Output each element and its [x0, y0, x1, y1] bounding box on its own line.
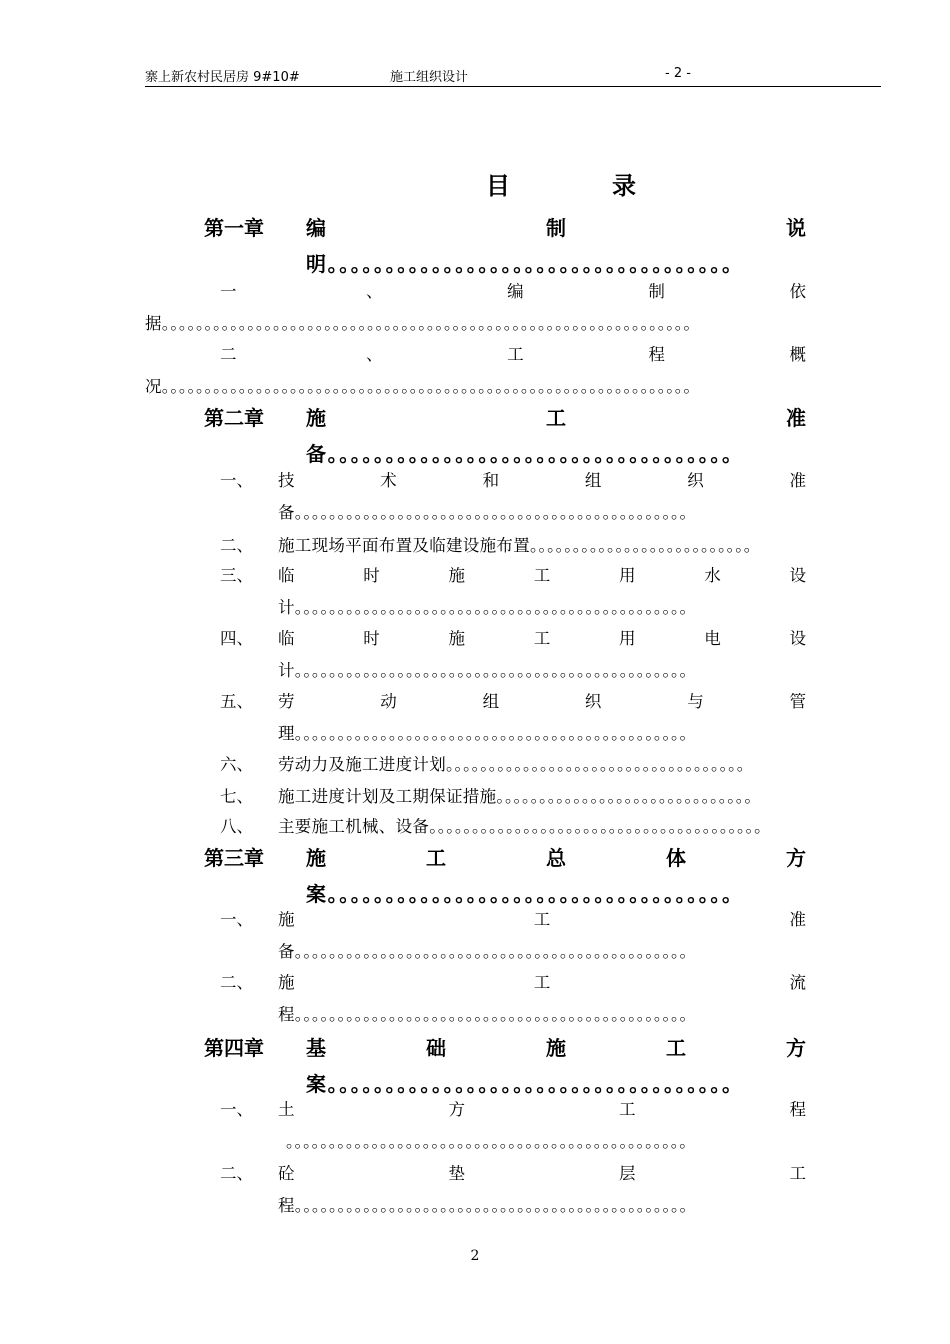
toc-entry-continuation: 案。。。。。。。。。。。。。。。。。。。。。。。。。。。。。。。。。。。 [306, 1072, 744, 1096]
toc-entry-title-char: 土 [278, 1100, 295, 1119]
toc-entry-title-char: 施 [306, 846, 326, 870]
toc-entry-title-char: 、 [366, 282, 383, 301]
toc-entry-title-line [278, 625, 806, 649]
toc-entry-title-char: 工 [666, 1036, 686, 1060]
toc-entry-title: 主要施工机械、设备。。。。。。。。。。。。。。。。。。。。。。。。。。。。。。。。。。。。。。。 [278, 817, 771, 836]
toc-entry-number: 第四章 [204, 1036, 264, 1060]
toc-entry-title-char: 与 [687, 692, 704, 711]
toc-entry-title-line [278, 562, 806, 586]
toc-entry-number: 一、 [220, 471, 253, 490]
page-header [145, 64, 881, 87]
toc-entry-title-char: 用 [619, 629, 636, 648]
toc-entry-title-char: 施 [278, 910, 295, 929]
toc-entry-title-char: 垫 [448, 1164, 465, 1183]
toc-entry-title-char: 施 [306, 406, 326, 430]
toc-entry-title-line [306, 1032, 806, 1061]
toc-entry-title-char: 织 [687, 471, 704, 490]
toc-entry-title-char: 础 [426, 1036, 446, 1060]
toc-entry-number: 第二章 [204, 406, 264, 430]
toc-entry-title-char: 工 [507, 345, 524, 364]
toc-entry-title-char: 术 [380, 471, 397, 490]
toc-entry-number: 三、 [220, 566, 253, 585]
toc-section-entry [0, 969, 950, 1024]
toc-chapter-entry [0, 842, 950, 906]
toc-section-entry [0, 341, 950, 396]
toc-title-char: 目 [486, 171, 510, 200]
toc-entry-number: 一、 [220, 1100, 253, 1119]
toc-entry-title-char: 组 [482, 692, 500, 711]
toc-entry-title-char: 技 [278, 471, 295, 490]
toc-entry-title-char: 施 [546, 1036, 566, 1060]
toc-entry-title-line [366, 341, 806, 365]
toc-entry-title-char: 工 [533, 629, 551, 648]
toc-entry-title-char: 依 [789, 282, 806, 301]
toc-entry-title: 劳动力及施工进度计划。。。。。。。。。。。。。。。。。。。。。。。。。。。。。。。。。。。 [278, 755, 754, 774]
toc-entry-title-char: 概 [789, 345, 806, 364]
toc-entry-title-char: 制 [648, 282, 665, 301]
toc-entry-title-line [366, 278, 806, 302]
toc-entry-title: 施工现场平面布置及临建设施布置。。。。。。。。。。。。。。。。。。。。。。。。。。 [278, 536, 761, 555]
toc-entry-title-char: 动 [380, 692, 397, 711]
toc-entry-title-char: 电 [704, 629, 721, 648]
toc-entry-number: 二、 [220, 973, 253, 992]
toc-entry-title-char: 组 [584, 471, 602, 490]
toc-entry-continuation: 理。。。。。。。。。。。。。。。。。。。。。。。。。。。。。。。。。。。。。。。。。。。。。。 [278, 724, 697, 743]
toc-entry-title-char: 方 [448, 1100, 465, 1119]
toc-section-entry [0, 688, 950, 743]
toc-section-entry [0, 278, 950, 333]
toc-entry-title-char: 体 [666, 846, 686, 870]
toc-entry-title-line [306, 842, 806, 871]
toc-entry-continuation: 备。。。。。。。。。。。。。。。。。。。。。。。。。。。。。。。。。。。。。。。。。。。。。。 [278, 503, 697, 522]
toc-entry-title-char: 总 [546, 846, 566, 870]
toc-section-entry [0, 532, 950, 566]
toc-section-entry [0, 751, 950, 785]
toc-section-entry [0, 783, 950, 817]
toc-entry-title-char: 准 [786, 406, 806, 430]
toc-entry-title-line [278, 906, 806, 930]
toc-entry-title-char: 临 [278, 629, 295, 648]
toc-entry-title-char: 设 [789, 566, 806, 585]
toc-entry-title-char: 准 [789, 910, 806, 929]
toc-entry-title-char: 制 [546, 216, 566, 240]
toc-entry-continuation: 。。。。。。。。。。。。。。。。。。。。。。。。。。。。。。。。。。。。。。。。。。。。。。。 [286, 1132, 697, 1151]
page-footer-number: 2 [470, 1248, 480, 1264]
toc-section-entry [0, 1096, 950, 1151]
toc-entry-title-char: 临 [278, 566, 295, 585]
toc-section-entry [0, 467, 950, 522]
toc-entry-title-char: 施 [278, 973, 295, 992]
toc-entry-title-char: 准 [789, 471, 806, 490]
toc-entry-title-char: 砼 [278, 1164, 295, 1183]
toc-entry-title-line [278, 1096, 806, 1120]
toc-entry-title-char: 工 [533, 566, 551, 585]
toc-entry-title-line [306, 212, 806, 241]
toc-entry-title-line [306, 402, 806, 431]
toc-entry-title-char: 设 [789, 629, 806, 648]
header-project-name: 寨上新农村民居房 9#10# [145, 70, 300, 85]
toc-chapter-entry [0, 402, 950, 466]
toc-section-entry [0, 562, 950, 617]
toc-entry-title-char: 用 [619, 566, 636, 585]
toc-entry-title-char: 流 [789, 973, 806, 992]
toc-entry-title-char: 工 [546, 406, 566, 430]
toc-entry-number: 二 [220, 345, 237, 364]
toc-entry-title-char: 工 [426, 846, 446, 870]
toc-entry-continuation: 况。。。。。。。。。。。。。。。。。。。。。。。。。。。。。。。。。。。。。。。。。。。。。。。。。。。。。。。。。。。。。。 [145, 377, 701, 396]
toc-section-entry [0, 1160, 950, 1215]
toc-entry-number: 五、 [220, 692, 253, 711]
toc-entry-title-char: 和 [482, 471, 500, 490]
toc-entry-title-char: 程 [648, 345, 665, 364]
toc-entry-number: 一、 [220, 910, 253, 929]
toc-entry-title-char: 时 [363, 629, 380, 648]
toc-entry-title-char: 水 [704, 566, 721, 585]
toc-entry-title-char: 方 [786, 1036, 806, 1060]
toc-entry-title-char: 管 [789, 692, 806, 711]
toc-entry-continuation: 程。。。。。。。。。。。。。。。。。。。。。。。。。。。。。。。。。。。。。。。。。。。。。。 [278, 1196, 697, 1215]
toc-entry-continuation: 据。。。。。。。。。。。。。。。。。。。。。。。。。。。。。。。。。。。。。。。。。。。。。。。。。。。。。。。。。。。。。。 [145, 314, 701, 333]
toc-title-char: 录 [612, 171, 636, 200]
toc-entry-number: 第一章 [204, 216, 264, 240]
toc-entry-number: 四、 [220, 629, 253, 648]
toc-entry-number: 八、 [220, 817, 253, 836]
toc-entry-title-char: 说 [786, 216, 806, 240]
header-document-title: 施工组织设计 [390, 70, 469, 85]
toc-section-entry [0, 625, 950, 680]
toc-entry-continuation: 明。。。。。。。。。。。。。。。。。。。。。。。。。。。。。。。。。。。 [306, 252, 744, 276]
toc-entry-title-char: 基 [306, 1036, 326, 1060]
toc-entry-title-char: 程 [789, 1100, 806, 1119]
toc-entry-title-char: 劳 [278, 692, 295, 711]
toc-entry-title-char: 工 [619, 1100, 636, 1119]
toc-entry-title-char: 编 [306, 216, 326, 240]
toc-chapter-entry [0, 1032, 950, 1096]
toc-entry-number: 六、 [220, 755, 253, 774]
toc-entry-title-char: 时 [363, 566, 380, 585]
toc-section-entry [0, 906, 950, 961]
toc-entry-continuation: 程。。。。。。。。。。。。。。。。。。。。。。。。。。。。。。。。。。。。。。。。。。。。。。 [278, 1005, 697, 1024]
toc-entry-title-char: 织 [584, 692, 602, 711]
toc-chapter-entry [0, 212, 950, 276]
toc-entry-title-char: 方 [786, 846, 806, 870]
header-page-number: - 2 - [665, 66, 691, 81]
toc-entry-title-char: 层 [619, 1164, 636, 1183]
toc-entry-title-line [278, 969, 806, 993]
toc-entry-number: 一 [220, 282, 237, 301]
toc-entry-title-line [278, 1160, 806, 1184]
toc-entry-continuation: 备。。。。。。。。。。。。。。。。。。。。。。。。。。。。。。。。。。。 [306, 442, 744, 466]
toc-entry-title-char: 施 [448, 629, 465, 648]
toc-entry-title-char: 工 [533, 973, 551, 992]
toc-entry-title-char: 工 [533, 910, 551, 929]
toc-entry-title-char: 、 [366, 345, 383, 364]
toc-entry-continuation: 备。。。。。。。。。。。。。。。。。。。。。。。。。。。。。。。。。。。。。。。。。。。。。。 [278, 942, 697, 961]
toc-entry-number: 二、 [220, 1164, 253, 1183]
toc-entry-title-line [278, 688, 806, 712]
toc-entry-title-line [278, 467, 806, 491]
toc-entry-title-char: 编 [507, 282, 524, 301]
toc-entry-continuation: 计。。。。。。。。。。。。。。。。。。。。。。。。。。。。。。。。。。。。。。。。。。。。。。 [278, 598, 697, 617]
toc-entry-title-char: 工 [789, 1164, 806, 1183]
toc-entry-continuation: 案。。。。。。。。。。。。。。。。。。。。。。。。。。。。。。。。。。。 [306, 882, 744, 906]
toc-entry-number: 第三章 [204, 846, 264, 870]
toc-entry-number: 二、 [220, 536, 253, 555]
toc-entry-title: 施工进度计划及工期保证措施。。。。。。。。。。。。。。。。。。。。。。。。。。。。。。 [278, 787, 762, 806]
toc-entry-title-char: 施 [448, 566, 465, 585]
toc-entry-number: 七、 [220, 787, 253, 806]
toc-entry-continuation: 计。。。。。。。。。。。。。。。。。。。。。。。。。。。。。。。。。。。。。。。。。。。。。。 [278, 661, 697, 680]
